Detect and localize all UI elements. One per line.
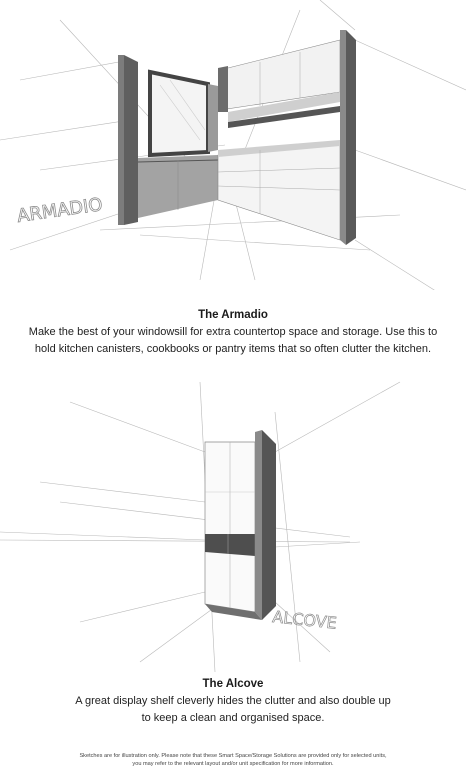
armadio-sketch: [0, 0, 466, 290]
perspective-lines: [0, 0, 466, 290]
tall-unit-side: [262, 430, 276, 620]
armadio-description: [0, 324, 466, 358]
footnote-line: you may refer to the relevant layout and/or unit specification for more information.: [132, 761, 334, 767]
left-panel: [124, 55, 138, 225]
window-reveal: [208, 84, 218, 152]
perspective-lines: [0, 382, 400, 672]
armadio-title: The Armadio: [198, 309, 268, 321]
left-panel-edge: [118, 55, 124, 225]
armadio-sketch-label: ARMADIO: [15, 194, 104, 227]
alcove-description-line: to keep a clean and organised space.: [141, 712, 325, 724]
alcove-sketch: [0, 372, 466, 672]
disclaimer-footnote: [0, 752, 466, 768]
right-panel-edge: [340, 30, 346, 245]
tall-unit-edge: [255, 430, 262, 620]
upper-cabinet-side: [218, 66, 228, 112]
alcove-sketch-label: ALCOVE: [271, 607, 338, 633]
lower-cabinets-right: [218, 142, 340, 240]
alcove-title: The Alcove: [202, 678, 264, 690]
armadio-description-line: Make the best of your windowsill for extra countertop space and storage. Use this to: [28, 326, 438, 338]
alcove-description-line: A great display shelf cleverly hides the clutter and also double up: [75, 695, 391, 707]
armadio-description-line: hold kitchen canisters, cookbooks or pantry items that so often clutter the kitchen.: [34, 343, 432, 355]
right-panel: [346, 30, 356, 245]
alcove-description: [0, 693, 466, 727]
window: [150, 72, 208, 155]
footnote-line: Sketches are for illustration only. Please note that these Smart Space/Storage Solutions are provided only for selected units,: [79, 753, 387, 759]
